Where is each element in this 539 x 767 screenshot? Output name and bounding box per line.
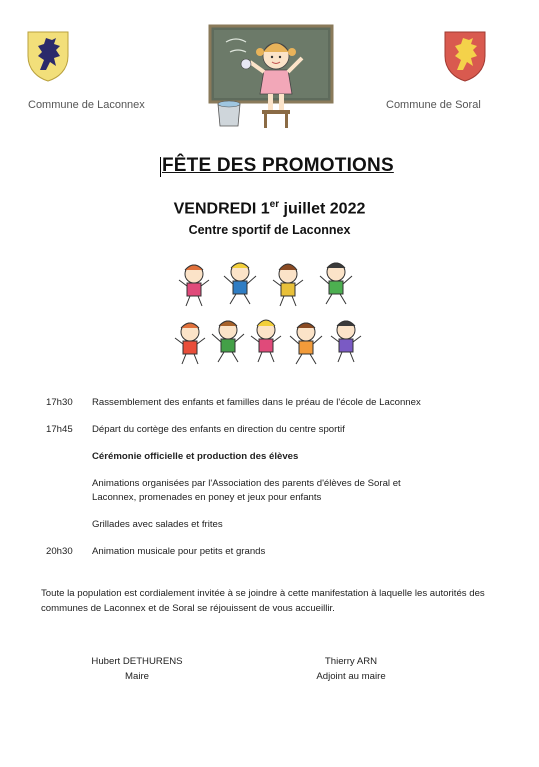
signatory-role: Adjoint au maire — [316, 671, 386, 682]
schedule-text: Animation musicale pour petits et grands — [92, 546, 266, 557]
schedule-time: 17h45 — [46, 424, 73, 435]
date-suffix: juillet 2022 — [279, 200, 366, 218]
schedule-text: Cérémonie officielle et production des élèves — [92, 451, 299, 462]
page-title: FÊTE DES PROMOTIONS — [162, 155, 394, 176]
schedule-row — [0, 477, 539, 505]
right-commune-label: Commune de Soral — [386, 99, 481, 111]
schedule-text: Animations organisées par l'Association des parents d'élèves de Soral et Laconnex, promenades en poney et jeux pour enfants — [92, 478, 401, 503]
text-cursor — [160, 157, 161, 177]
soral-coat-of-arms — [443, 30, 487, 82]
date-superscript: er — [269, 199, 280, 210]
signature-block — [286, 654, 416, 684]
schedule-text: Rassemblement des enfants et familles dans le préau de l'école de Laconnex — [92, 397, 421, 408]
event-venue: Centre sportif de Laconnex — [188, 223, 351, 237]
signature-block — [72, 654, 202, 684]
signatory-name: Hubert DETHURENS — [91, 656, 183, 667]
invitation-text: Toute la population est cordialement invitée à se joindre à cette manifestation à laquelle les autorités des communes de Laconnex et de Soral se réjouissent de vous accueillir. — [41, 588, 485, 614]
schedule-row — [0, 396, 539, 410]
schedule-text: Départ du cortège des enfants en direction du centre sportif — [92, 424, 345, 435]
signatory-role: Maire — [125, 671, 149, 682]
chalkboard-girl-illustration — [206, 22, 336, 130]
jumping-children-illustration — [170, 260, 370, 380]
schedule-row — [0, 450, 539, 464]
date-prefix: VENDREDI 1 — [173, 200, 270, 218]
laconnex-coat-of-arms — [26, 30, 70, 82]
left-commune-label: Commune de Laconnex — [28, 99, 145, 111]
schedule-time: 17h30 — [46, 397, 73, 408]
event-date — [0, 199, 539, 218]
schedule-row — [0, 518, 539, 532]
signatory-name: Thierry ARN — [324, 656, 378, 667]
schedule-row — [0, 545, 539, 559]
schedule-text: Grillades avec salades et frites — [92, 519, 223, 530]
schedule-time: 20h30 — [46, 546, 73, 557]
schedule-row — [0, 423, 539, 437]
